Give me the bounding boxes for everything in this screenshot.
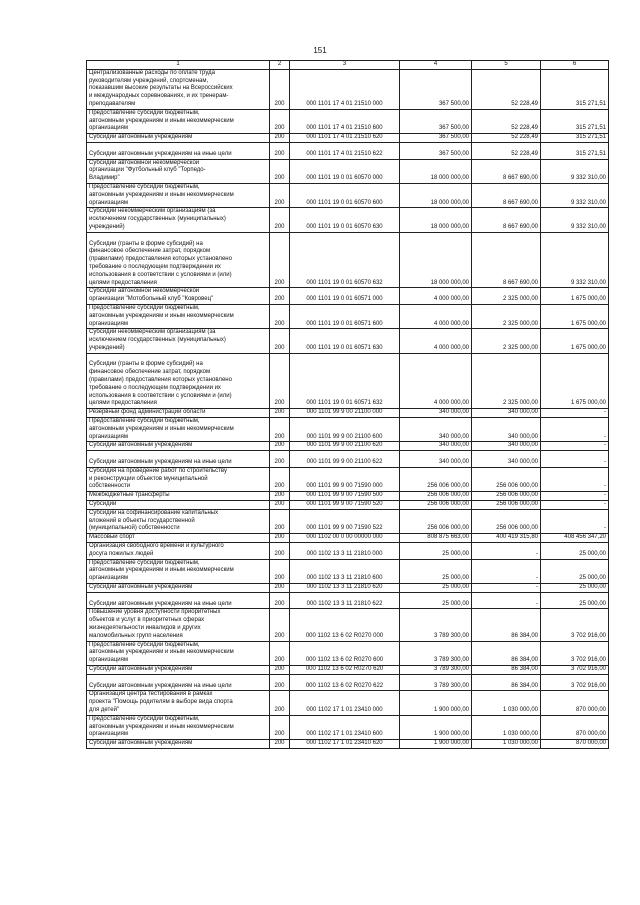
unexecuted-amount-cell: - bbox=[541, 467, 609, 491]
executed-amount-cell: 86 384,00 bbox=[472, 665, 541, 674]
approved-amount-cell: 4 000 000,00 bbox=[400, 288, 472, 305]
budget-code-cell: 000 1101 99 9 00 71590 520 bbox=[290, 501, 400, 510]
unexecuted-amount-cell: 315 271,51 bbox=[541, 69, 609, 109]
table-row bbox=[87, 232, 609, 288]
budget-code-cell: 000 1101 17 4 01 21510 000 bbox=[290, 69, 400, 109]
table-row bbox=[87, 109, 609, 133]
executed-amount-cell: 340 000,00 bbox=[472, 418, 541, 442]
executed-amount-cell: 8 667 690,00 bbox=[472, 232, 541, 288]
item-name-cell: Субсидии автономным учреждениям на иные цели bbox=[87, 451, 270, 468]
item-name-cell: Субсидии автономной некоммерческой организации "Мотобольный клуб "Ковровец" bbox=[87, 288, 270, 305]
executed-amount-cell: - bbox=[472, 543, 541, 560]
item-name-cell: Субсидии на софинансирование капитальных вложений в объекты государственной (муниципальной) собственности bbox=[87, 509, 270, 533]
item-name-cell: Предоставление субсидий бюджетным, автономным учреждениям и иным некоммерческим организациям bbox=[87, 418, 270, 442]
approved-amount-cell: 25 000,00 bbox=[400, 559, 472, 583]
table-row bbox=[87, 740, 609, 749]
column-header: 1 bbox=[87, 61, 270, 70]
unexecuted-amount-cell: 1 675 000,00 bbox=[541, 288, 609, 305]
approved-amount-cell: 3 789 300,00 bbox=[400, 674, 472, 691]
approved-amount-cell: 1 900 000,00 bbox=[400, 715, 472, 739]
executed-amount-cell: 52 228,49 bbox=[472, 109, 541, 133]
approved-amount-cell: 340 000,00 bbox=[400, 409, 472, 418]
item-name-cell: Массовый спорт bbox=[87, 534, 270, 543]
item-name-cell: Предоставление субсидий бюджетным, автономным учреждениям и иным некоммерческим организациям bbox=[87, 715, 270, 739]
line-code-cell: 200 bbox=[270, 584, 290, 593]
table-row bbox=[87, 543, 609, 560]
table-body bbox=[87, 69, 609, 748]
unexecuted-amount-cell: 315 271,51 bbox=[541, 142, 609, 159]
approved-amount-cell: 3 789 300,00 bbox=[400, 609, 472, 641]
item-name-cell: Субсидии автономной некоммерческой организации "Футбольный клуб "Торпедо- Владимир" bbox=[87, 159, 270, 183]
executed-amount-cell: - bbox=[472, 584, 541, 593]
budget-code-cell: 000 1101 19 0 01 60570 600 bbox=[290, 183, 400, 207]
unexecuted-amount-cell: 25 000,00 bbox=[541, 543, 609, 560]
line-code-cell: 200 bbox=[270, 142, 290, 159]
table-row bbox=[87, 418, 609, 442]
budget-code-cell: 000 1101 99 9 00 21100 622 bbox=[290, 451, 400, 468]
executed-amount-cell: 8 667 690,00 bbox=[472, 208, 541, 232]
unexecuted-amount-cell: 9 332 310,00 bbox=[541, 183, 609, 207]
column-header: 4 bbox=[400, 61, 472, 70]
unexecuted-amount-cell: 3 702 916,00 bbox=[541, 665, 609, 674]
line-code-cell: 200 bbox=[270, 109, 290, 133]
approved-amount-cell: 256 006 000,00 bbox=[400, 509, 472, 533]
line-code-cell: 200 bbox=[270, 288, 290, 305]
table-row bbox=[87, 501, 609, 510]
table-row bbox=[87, 183, 609, 207]
item-name-cell: Межбюджетные трансферты bbox=[87, 492, 270, 501]
unexecuted-amount-cell: 1 675 000,00 bbox=[541, 329, 609, 353]
item-name-cell: Субсидия на проведение работ по строительству и реконструкции объектов муниципальной собственности bbox=[87, 467, 270, 491]
item-name-cell: Субсидии автономным учреждениям bbox=[87, 584, 270, 593]
unexecuted-amount-cell: - bbox=[541, 418, 609, 442]
table-row bbox=[87, 467, 609, 491]
approved-amount-cell: 1 900 000,00 bbox=[400, 691, 472, 715]
line-code-cell: 200 bbox=[270, 509, 290, 533]
column-header: 6 bbox=[541, 61, 609, 70]
budget-code-cell: 000 1101 19 0 01 60571 632 bbox=[290, 353, 400, 409]
item-name-cell: Предоставление субсидий бюджетным, автономным учреждениям и иным некоммерческим организациям bbox=[87, 109, 270, 133]
item-name-cell: Субсидии некоммерческим организациям (за исключением государственных (муниципальных) учреждений) bbox=[87, 329, 270, 353]
table-row bbox=[87, 492, 609, 501]
executed-amount-cell: 2 325 000,00 bbox=[472, 329, 541, 353]
executed-amount-cell: 256 006 000,00 bbox=[472, 492, 541, 501]
approved-amount-cell: 3 789 300,00 bbox=[400, 665, 472, 674]
item-name-cell: Субсидии некоммерческим организациям (за исключением государственных (муниципальных) учреждений) bbox=[87, 208, 270, 232]
line-code-cell: 200 bbox=[270, 353, 290, 409]
approved-amount-cell: 25 000,00 bbox=[400, 584, 472, 593]
executed-amount-cell: 2 325 000,00 bbox=[472, 304, 541, 328]
unexecuted-amount-cell: 25 000,00 bbox=[541, 559, 609, 583]
item-name-cell: Субсидии (гранты в форме субсидий) на финансовое обеспечение затрат, порядком (правилами) предоставления которых установлено требование о последующем подтверждении их использования в соответствии с условиями и (или) целями предоставления bbox=[87, 232, 270, 288]
unexecuted-amount-cell: - bbox=[541, 501, 609, 510]
unexecuted-amount-cell: 9 332 310,00 bbox=[541, 232, 609, 288]
line-code-cell: 200 bbox=[270, 208, 290, 232]
approved-amount-cell: 3 789 300,00 bbox=[400, 641, 472, 665]
line-code-cell: 200 bbox=[270, 665, 290, 674]
unexecuted-amount-cell: - bbox=[541, 409, 609, 418]
executed-amount-cell: 86 384,00 bbox=[472, 609, 541, 641]
item-name-cell: Субсидии автономным учреждениям на иные цели bbox=[87, 674, 270, 691]
line-code-cell: 200 bbox=[270, 134, 290, 143]
approved-amount-cell: 340 000,00 bbox=[400, 451, 472, 468]
budget-code-cell: 000 1101 19 0 01 60571 600 bbox=[290, 304, 400, 328]
line-code-cell: 200 bbox=[270, 467, 290, 491]
table-row bbox=[87, 609, 609, 641]
line-code-cell: 200 bbox=[270, 232, 290, 288]
item-name-cell: Предоставление субсидий бюджетным, автономным учреждениям и иным некоммерческим организациям bbox=[87, 559, 270, 583]
approved-amount-cell: 808 875 663,00 bbox=[400, 534, 472, 543]
executed-amount-cell: 2 325 000,00 bbox=[472, 353, 541, 409]
table-row bbox=[87, 559, 609, 583]
item-name-cell: Организация свободного времени и культурного досуга пожилых людей bbox=[87, 543, 270, 560]
line-code-cell: 200 bbox=[270, 418, 290, 442]
budget-code-cell: 000 1102 13 3 11 21810 620 bbox=[290, 584, 400, 593]
executed-amount-cell: 340 000,00 bbox=[472, 409, 541, 418]
unexecuted-amount-cell: - bbox=[541, 442, 609, 451]
approved-amount-cell: 25 000,00 bbox=[400, 592, 472, 609]
budget-code-cell: 000 1101 17 4 01 21510 622 bbox=[290, 142, 400, 159]
budget-code-cell: 000 1102 00 0 00 00000 000 bbox=[290, 534, 400, 543]
page-number: 151 bbox=[313, 46, 327, 55]
executed-amount-cell: 52 228,49 bbox=[472, 142, 541, 159]
budget-code-cell: 000 1101 99 9 00 71590 000 bbox=[290, 467, 400, 491]
item-name-cell: Резервный фонд администрации области bbox=[87, 409, 270, 418]
budget-code-cell: 000 1101 19 0 01 60571 000 bbox=[290, 288, 400, 305]
unexecuted-amount-cell: 408 456 347,20 bbox=[541, 534, 609, 543]
budget-code-cell: 000 1102 13 6 02 R0270 620 bbox=[290, 665, 400, 674]
executed-amount-cell: 52 228,49 bbox=[472, 69, 541, 109]
table-row bbox=[87, 134, 609, 143]
table-row bbox=[87, 674, 609, 691]
budget-table bbox=[86, 60, 609, 749]
budget-code-cell: 000 1102 17 1 01 23410 000 bbox=[290, 691, 400, 715]
budget-code-cell: 000 1102 13 6 02 R0270 622 bbox=[290, 674, 400, 691]
executed-amount-cell: 86 384,00 bbox=[472, 641, 541, 665]
item-name-cell: Централизованные расходы по оплате труда руководителям учреждений, спортсменам, показавшим высокие результаты на Всероссийских и международных соревнованиях, и их тренерам- преподавателям bbox=[87, 69, 270, 109]
approved-amount-cell: 340 000,00 bbox=[400, 418, 472, 442]
budget-code-cell: 000 1102 13 3 11 21810 000 bbox=[290, 543, 400, 560]
budget-code-cell: 000 1101 99 9 00 21100 620 bbox=[290, 442, 400, 451]
line-code-cell: 200 bbox=[270, 740, 290, 749]
line-code-cell: 200 bbox=[270, 329, 290, 353]
budget-code-cell: 000 1101 99 9 00 21100 000 bbox=[290, 409, 400, 418]
line-code-cell: 200 bbox=[270, 543, 290, 560]
approved-amount-cell: 256 006 000,00 bbox=[400, 492, 472, 501]
unexecuted-amount-cell: 870 000,00 bbox=[541, 691, 609, 715]
budget-code-cell: 000 1101 99 9 00 21100 600 bbox=[290, 418, 400, 442]
line-code-cell: 200 bbox=[270, 592, 290, 609]
item-name-cell: Субсидии автономным учреждениям bbox=[87, 665, 270, 674]
executed-amount-cell: 8 667 690,00 bbox=[472, 159, 541, 183]
unexecuted-amount-cell: 1 675 000,00 bbox=[541, 353, 609, 409]
table-row bbox=[87, 509, 609, 533]
line-code-cell: 200 bbox=[270, 183, 290, 207]
item-name-cell: Субсидии bbox=[87, 501, 270, 510]
item-name-cell: Субсидии автономным учреждениям bbox=[87, 134, 270, 143]
executed-amount-cell: 256 006 000,00 bbox=[472, 501, 541, 510]
unexecuted-amount-cell: 25 000,00 bbox=[541, 584, 609, 593]
item-name-cell: Предоставление субсидий бюджетным, автономным учреждениям и иным некоммерческим организациям bbox=[87, 641, 270, 665]
unexecuted-amount-cell: - bbox=[541, 509, 609, 533]
approved-amount-cell: 367 500,00 bbox=[400, 142, 472, 159]
table-row bbox=[87, 715, 609, 739]
line-code-cell: 200 bbox=[270, 641, 290, 665]
unexecuted-amount-cell: 870 000,00 bbox=[541, 715, 609, 739]
executed-amount-cell: 1 030 000,00 bbox=[472, 691, 541, 715]
item-name-cell: Субсидии автономным учреждениям на иные цели bbox=[87, 592, 270, 609]
table-row bbox=[87, 691, 609, 715]
table-row bbox=[87, 329, 609, 353]
table-row bbox=[87, 534, 609, 543]
table-row bbox=[87, 665, 609, 674]
item-name-cell: Субсидии автономным учреждениям на иные цели bbox=[87, 142, 270, 159]
unexecuted-amount-cell: 3 702 916,00 bbox=[541, 674, 609, 691]
approved-amount-cell: 18 000 000,00 bbox=[400, 183, 472, 207]
line-code-cell: 200 bbox=[270, 674, 290, 691]
unexecuted-amount-cell: 3 702 916,00 bbox=[541, 641, 609, 665]
executed-amount-cell: - bbox=[472, 592, 541, 609]
approved-amount-cell: 4 000 000,00 bbox=[400, 353, 472, 409]
column-header: 2 bbox=[270, 61, 290, 70]
budget-code-cell: 000 1102 13 3 11 21810 622 bbox=[290, 592, 400, 609]
line-code-cell: 200 bbox=[270, 69, 290, 109]
table-row bbox=[87, 208, 609, 232]
table-row bbox=[87, 592, 609, 609]
table-row bbox=[87, 451, 609, 468]
column-header: 3 bbox=[290, 61, 400, 70]
executed-amount-cell: 256 006 000,00 bbox=[472, 467, 541, 491]
executed-amount-cell: 86 384,00 bbox=[472, 674, 541, 691]
approved-amount-cell: 340 000,00 bbox=[400, 442, 472, 451]
budget-code-cell: 000 1102 17 1 01 23410 600 bbox=[290, 715, 400, 739]
executed-amount-cell: 8 667 690,00 bbox=[472, 183, 541, 207]
budget-code-cell: 000 1101 99 9 00 71590 500 bbox=[290, 492, 400, 501]
executed-amount-cell: 400 419 315,80 bbox=[472, 534, 541, 543]
item-name-cell: Организация центра тестирования в рамках проекта "Помощь родителям в выборе вида спорта для детей" bbox=[87, 691, 270, 715]
unexecuted-amount-cell: 315 271,51 bbox=[541, 134, 609, 143]
budget-code-cell: 000 1102 13 6 02 R0270 600 bbox=[290, 641, 400, 665]
unexecuted-amount-cell: 315 271,51 bbox=[541, 109, 609, 133]
table-row bbox=[87, 353, 609, 409]
item-name-cell: Предоставление субсидий бюджетным, автономным учреждениям и иным некоммерческим организациям bbox=[87, 304, 270, 328]
approved-amount-cell: 18 000 000,00 bbox=[400, 232, 472, 288]
approved-amount-cell: 367 500,00 bbox=[400, 69, 472, 109]
line-code-cell: 200 bbox=[270, 534, 290, 543]
unexecuted-amount-cell: 870 000,00 bbox=[541, 740, 609, 749]
executed-amount-cell: 2 325 000,00 bbox=[472, 288, 541, 305]
approved-amount-cell: 367 500,00 bbox=[400, 134, 472, 143]
approved-amount-cell: 25 000,00 bbox=[400, 543, 472, 560]
approved-amount-cell: 256 006 000,00 bbox=[400, 501, 472, 510]
item-name-cell: Субсидии автономным учреждениям bbox=[87, 740, 270, 749]
item-name-cell: Предоставление субсидий бюджетным, автономным учреждениям и иным некоммерческим организациям bbox=[87, 183, 270, 207]
executed-amount-cell: 1 030 000,00 bbox=[472, 740, 541, 749]
executed-amount-cell: 52 228,49 bbox=[472, 134, 541, 143]
budget-code-cell: 000 1101 17 4 01 21510 620 bbox=[290, 134, 400, 143]
table-row bbox=[87, 641, 609, 665]
table-row bbox=[87, 142, 609, 159]
line-code-cell: 200 bbox=[270, 159, 290, 183]
budget-code-cell: 000 1101 99 9 00 71590 522 bbox=[290, 509, 400, 533]
line-code-cell: 200 bbox=[270, 442, 290, 451]
executed-amount-cell: 256 006 000,00 bbox=[472, 509, 541, 533]
line-code-cell: 200 bbox=[270, 492, 290, 501]
line-code-cell: 200 bbox=[270, 715, 290, 739]
table-header-row bbox=[87, 61, 609, 70]
budget-code-cell: 000 1101 19 0 01 60571 630 bbox=[290, 329, 400, 353]
line-code-cell: 200 bbox=[270, 451, 290, 468]
budget-code-cell: 000 1101 19 0 01 60570 630 bbox=[290, 208, 400, 232]
line-code-cell: 200 bbox=[270, 409, 290, 418]
approved-amount-cell: 1 900 000,00 bbox=[400, 740, 472, 749]
unexecuted-amount-cell: 9 332 310,00 bbox=[541, 159, 609, 183]
approved-amount-cell: 18 000 000,00 bbox=[400, 159, 472, 183]
approved-amount-cell: 4 000 000,00 bbox=[400, 329, 472, 353]
unexecuted-amount-cell: 25 000,00 bbox=[541, 592, 609, 609]
budget-code-cell: 000 1101 17 4 01 21510 600 bbox=[290, 109, 400, 133]
executed-amount-cell: - bbox=[472, 559, 541, 583]
budget-code-cell: 000 1101 19 0 01 60570 632 bbox=[290, 232, 400, 288]
table-row bbox=[87, 159, 609, 183]
executed-amount-cell: 340 000,00 bbox=[472, 451, 541, 468]
table-row bbox=[87, 442, 609, 451]
approved-amount-cell: 4 000 000,00 bbox=[400, 304, 472, 328]
item-name-cell: Субсидии автономным учреждениям bbox=[87, 442, 270, 451]
table-row bbox=[87, 288, 609, 305]
line-code-cell: 200 bbox=[270, 609, 290, 641]
item-name-cell: Повышение уровня доступности приоритетных объектов и услуг в приоритетных сферах жизнедеятельности инвалидов и других маломобильных групп населения bbox=[87, 609, 270, 641]
unexecuted-amount-cell: 9 332 310,00 bbox=[541, 208, 609, 232]
unexecuted-amount-cell: - bbox=[541, 492, 609, 501]
unexecuted-amount-cell: 1 675 000,00 bbox=[541, 304, 609, 328]
table-row bbox=[87, 409, 609, 418]
budget-code-cell: 000 1102 13 6 02 R0270 000 bbox=[290, 609, 400, 641]
unexecuted-amount-cell: 3 702 916,00 bbox=[541, 609, 609, 641]
line-code-cell: 200 bbox=[270, 501, 290, 510]
line-code-cell: 200 bbox=[270, 304, 290, 328]
item-name-cell: Субсидии (гранты в форме субсидий) на финансовое обеспечение затрат, порядком (правилами) предоставления которых установлено требование о последующем подтверждении их использования в соответствии с условиями и (или) целями предоставления bbox=[87, 353, 270, 409]
unexecuted-amount-cell: - bbox=[541, 451, 609, 468]
executed-amount-cell: 1 030 000,00 bbox=[472, 715, 541, 739]
budget-code-cell: 000 1101 19 0 01 60570 000 bbox=[290, 159, 400, 183]
table-row bbox=[87, 69, 609, 109]
budget-code-cell: 000 1102 17 1 01 23410 620 bbox=[290, 740, 400, 749]
column-header: 5 bbox=[472, 61, 541, 70]
executed-amount-cell: 340 000,00 bbox=[472, 442, 541, 451]
table-row bbox=[87, 584, 609, 593]
line-code-cell: 200 bbox=[270, 559, 290, 583]
approved-amount-cell: 18 000 000,00 bbox=[400, 208, 472, 232]
table-row bbox=[87, 304, 609, 328]
approved-amount-cell: 256 006 000,00 bbox=[400, 467, 472, 491]
approved-amount-cell: 367 500,00 bbox=[400, 109, 472, 133]
line-code-cell: 200 bbox=[270, 691, 290, 715]
budget-code-cell: 000 1102 13 3 11 21810 600 bbox=[290, 559, 400, 583]
